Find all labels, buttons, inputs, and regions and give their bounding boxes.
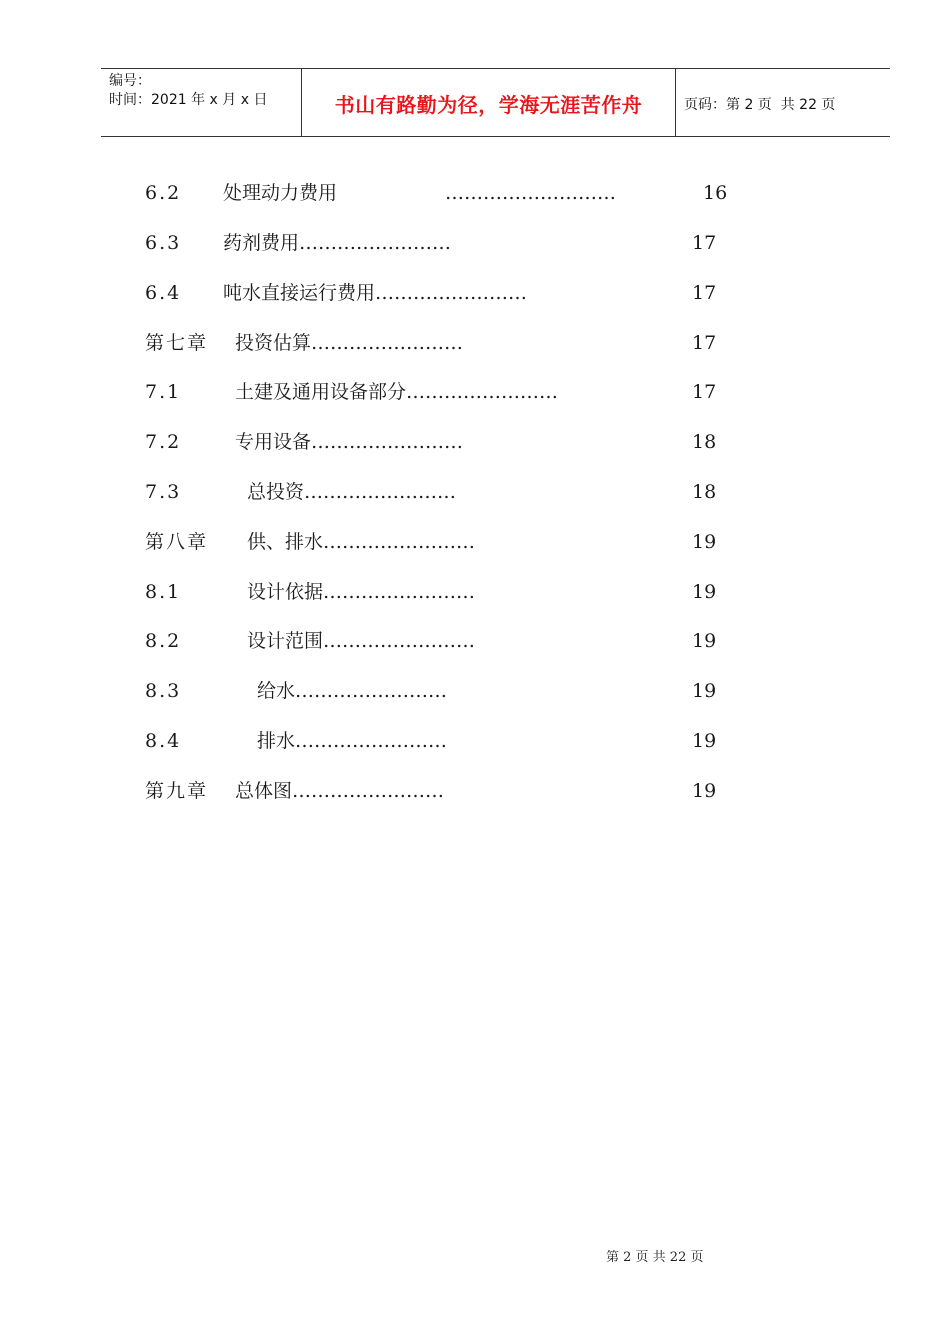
toc-entry-number: 第八章 [145, 531, 209, 553]
document-number-label: 编号： [109, 73, 151, 89]
header-page-label: 页码：第 2 页 共 22 页 [684, 97, 836, 113]
toc-entry-page: 19 [692, 630, 717, 652]
toc-entry-number: 8.1 [145, 581, 182, 603]
toc-entry-page: 19 [692, 680, 717, 702]
toc-entry-title: 投资估算…………………… [235, 332, 464, 354]
toc-entry-title: 排水…………………… [257, 730, 448, 752]
toc-entry-leader: ……………………… [445, 182, 616, 204]
document-date: 时间：2021 年 x 月 x 日 [109, 92, 268, 108]
toc-entry-title: 给水…………………… [257, 680, 448, 702]
header-meta [109, 72, 267, 110]
toc-entry-title: 吨水直接运行费用…………………… [223, 282, 528, 304]
toc-entry-page: 16 [703, 182, 728, 204]
toc-entry-title: 供、排水…………………… [247, 531, 476, 553]
toc-entry-number: 6.4 [145, 282, 182, 304]
toc-entry-page: 17 [692, 232, 717, 254]
toc-entry-title: 总体图…………………… [235, 780, 445, 802]
toc-entry-title: 设计范围…………………… [247, 630, 476, 652]
toc-entry-title: 药剂费用…………………… [223, 232, 452, 254]
toc-entry-page: 19 [692, 780, 717, 802]
toc-entry-page: 17 [692, 282, 717, 304]
header-motto: 书山有路勤为径，学海无涯苦作舟 [334, 93, 643, 117]
page-header [101, 68, 890, 137]
toc-entry-title: 总投资…………………… [247, 481, 457, 503]
toc-entry-number: 8.4 [145, 730, 182, 752]
toc-entry-number: 第九章 [145, 780, 209, 802]
toc-entry-page: 19 [692, 730, 717, 752]
toc-entry-title: 设计依据…………………… [247, 581, 476, 603]
toc-entry-page: 19 [692, 581, 717, 603]
toc-entry-number: 6.3 [145, 232, 182, 254]
page-footer: 第 2 页 共 22 页 [606, 1250, 704, 1265]
toc-entry-page: 18 [692, 431, 717, 453]
toc-entry-title: 土建及通用设备部分…………………… [235, 381, 559, 403]
toc-entry-number: 6.2 [145, 182, 182, 204]
toc-entry-title: 专用设备…………………… [235, 431, 464, 453]
toc-entry-number: 8.2 [145, 630, 182, 652]
toc-entry-number: 7.2 [145, 431, 182, 453]
toc-entry-number: 第七章 [145, 332, 209, 354]
toc-entry-page: 19 [692, 531, 717, 553]
toc-entry-title: 处理动力费用 [223, 182, 338, 204]
toc-entry-page: 18 [692, 481, 717, 503]
toc-entry-page: 17 [692, 381, 717, 403]
toc-entry-number: 8.3 [145, 680, 182, 702]
toc-entry-number: 7.1 [145, 381, 182, 403]
toc-entry-page: 17 [692, 332, 717, 354]
toc-entry-number: 7.3 [145, 481, 182, 503]
